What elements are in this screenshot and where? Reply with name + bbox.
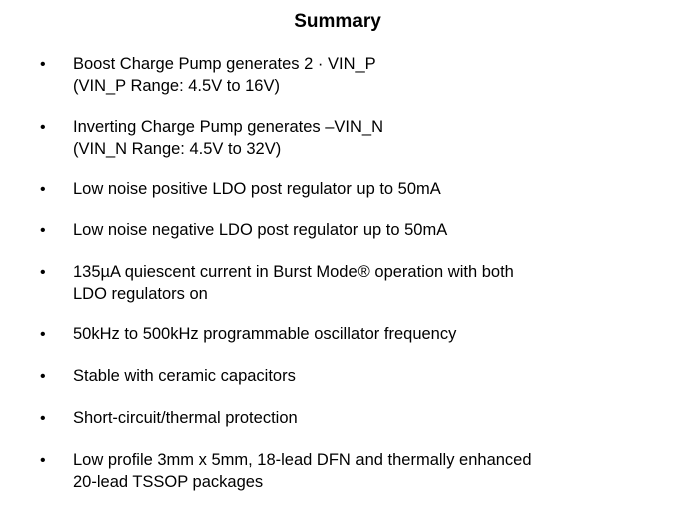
bullet-text: [73, 324, 653, 346]
bullet-dot-icon: •: [40, 181, 46, 198]
bullet-line: Low profile 3mm x 5mm, 18-lead DFN and thermally enhanced: [73, 451, 532, 469]
bullet-line: LDO regulators on: [73, 284, 208, 303]
bullet-dot-icon: •: [40, 410, 46, 427]
bullet-dot-icon: •: [40, 452, 46, 469]
bullet-text: [73, 117, 653, 160]
bullet-dot-icon: •: [40, 326, 46, 343]
bullet-text: [73, 179, 653, 201]
bullet-line: (VIN_P Range: 4.5V to 16V): [73, 76, 280, 95]
bullet-text: [73, 220, 653, 242]
bullet-text: [73, 366, 653, 388]
slide-title: Summary: [294, 11, 381, 32]
bullet-line: Low noise negative LDO post regulator up to 50mA: [73, 221, 448, 239]
bullet-dot-icon: •: [40, 264, 46, 281]
bullet-line: 20-lead TSSOP packages: [73, 472, 264, 491]
bullet-text: [73, 450, 653, 493]
bullet-line: 135µA quiescent current in Burst Mode® operation with both: [73, 263, 514, 281]
bullet-line: Stable with ceramic capacitors: [73, 367, 296, 385]
bullet-text: [73, 262, 653, 305]
bullet-line: Low noise positive LDO post regulator up to 50mA: [73, 180, 441, 198]
bullet-line: (VIN_N Range: 4.5V to 32V): [73, 139, 282, 158]
bullet-dot-icon: •: [40, 56, 46, 73]
bullet-dot-icon: •: [40, 368, 46, 385]
bullet-text: [73, 54, 653, 97]
bullet-dot-icon: •: [40, 119, 46, 136]
bullet-line: Inverting Charge Pump generates –VIN_N: [73, 118, 384, 136]
bullet-dot-icon: •: [40, 222, 46, 239]
bullet-text: [73, 408, 653, 430]
bullet-line: 50kHz to 500kHz programmable oscillator frequency: [73, 325, 457, 343]
bullet-line: Short-circuit/thermal protection: [73, 409, 298, 427]
bullet-line: Boost Charge Pump generates 2 · VIN_P: [73, 55, 376, 73]
